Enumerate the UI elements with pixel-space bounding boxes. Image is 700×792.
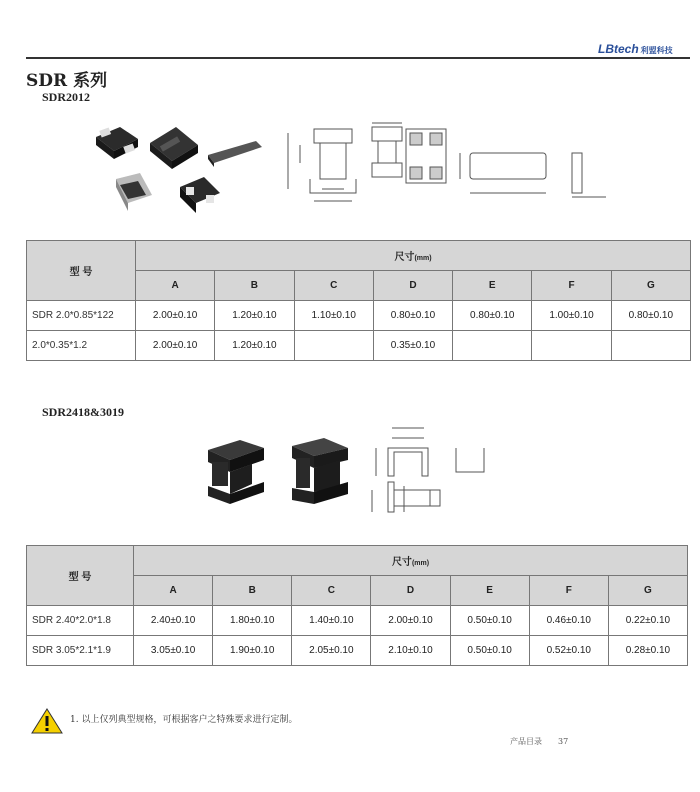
sdr2012-product-photos (80, 115, 270, 225)
column-header-c: C (292, 576, 371, 606)
value-cell: 0.80±0.10 (611, 301, 690, 331)
model-header: 型 号 (27, 546, 134, 606)
value-cell: 0.80±0.10 (453, 301, 532, 331)
column-header-b: B (215, 271, 294, 301)
value-cell: 1.80±0.10 (213, 606, 292, 636)
table-row (27, 301, 691, 331)
table-row (27, 331, 691, 361)
value-cell: 2.05±0.10 (292, 636, 371, 666)
model-cell: SDR 2.0*0.85*122 (27, 301, 136, 331)
column-header-f: F (532, 271, 611, 301)
value-cell (611, 331, 690, 361)
drawing-side-view (288, 129, 356, 201)
value-cell: 1.20±0.10 (215, 331, 294, 361)
drawing-top-view (460, 153, 546, 193)
product-photo-7 (292, 438, 348, 504)
product-photo-6 (208, 440, 264, 504)
logo-text: LBtech (598, 42, 639, 56)
value-cell: 0.35±0.10 (373, 331, 452, 361)
note-text: 1. 以上仅列典型规格，可根据客户之特殊要求进行定制。 (70, 715, 298, 725)
value-cell: 2.40±0.10 (134, 606, 213, 636)
sdr2012-dimension-drawings (280, 117, 620, 207)
page-number: 37 (558, 737, 569, 746)
drawing-side-view (376, 428, 428, 476)
column-header-d: D (373, 271, 452, 301)
value-cell: 1.00±0.10 (532, 301, 611, 331)
value-cell: 0.52±0.10 (529, 636, 608, 666)
drawing-end-view (572, 153, 606, 197)
table-row (27, 636, 688, 666)
table-row (27, 606, 688, 636)
size-header-cell (136, 241, 691, 271)
model-header: 型 号 (27, 241, 136, 301)
drawing-front-view (372, 123, 402, 177)
page-title: SDR 系列 (26, 71, 108, 91)
model-cell: 2.0*0.35*1.2 (27, 331, 136, 361)
column-header-g: G (611, 271, 690, 301)
sdr2012-spec-table (26, 240, 691, 361)
product-photo-5 (180, 177, 220, 213)
product-photo-1 (96, 127, 138, 159)
model-cell: SDR 3.05*2.1*1.9 (27, 636, 134, 666)
company-logo (598, 42, 673, 56)
size-unit: (mm) (411, 560, 430, 567)
value-cell: 0.80±0.10 (373, 301, 452, 331)
value-cell: 2.00±0.10 (371, 606, 450, 636)
column-header-c: C (294, 271, 373, 301)
drawing-pad-view (406, 129, 446, 183)
header-divider (26, 57, 690, 59)
value-cell: 1.20±0.10 (215, 301, 294, 331)
section2-title: SDR2418&3019 (42, 405, 125, 419)
value-cell: 1.10±0.10 (294, 301, 373, 331)
value-cell: 1.90±0.10 (213, 636, 292, 666)
size-unit: (mm) (414, 255, 432, 262)
value-cell: 0.46±0.10 (529, 606, 608, 636)
value-cell: 1.40±0.10 (292, 606, 371, 636)
footer-label: 产品目录 (510, 737, 542, 746)
product-photo-3 (208, 141, 262, 167)
model-cell: SDR 2.40*2.0*1.8 (27, 606, 134, 636)
product-photo-4 (116, 173, 152, 211)
value-cell: 0.50±0.10 (450, 636, 529, 666)
warning-icon (30, 707, 64, 735)
sdr2418-product-photos (200, 432, 360, 512)
column-header-a: A (136, 271, 215, 301)
value-cell: 2.00±0.10 (136, 301, 215, 331)
value-cell: 0.28±0.10 (608, 636, 687, 666)
value-cell: 0.22±0.10 (608, 606, 687, 636)
size-header: 尺寸 (391, 557, 412, 568)
value-cell (453, 331, 532, 361)
product-photo-2 (150, 127, 198, 169)
drawing-front-view (372, 482, 440, 512)
column-header-g: G (608, 576, 687, 606)
column-header-e: E (450, 576, 529, 606)
size-header-cell (134, 546, 688, 576)
value-cell: 3.05±0.10 (134, 636, 213, 666)
page-footer (510, 736, 568, 747)
size-header: 尺寸 (394, 252, 415, 263)
logo-chinese-text: 利盟科技 (640, 46, 673, 55)
column-header-d: D (371, 576, 450, 606)
sdr2418-spec-table (26, 545, 688, 666)
column-header-a: A (134, 576, 213, 606)
section1-title: SDR2012 (42, 90, 91, 104)
column-header-e: E (453, 271, 532, 301)
column-header-b: B (213, 576, 292, 606)
value-cell (294, 331, 373, 361)
value-cell (532, 331, 611, 361)
value-cell: 2.10±0.10 (371, 636, 450, 666)
value-cell: 2.00±0.10 (136, 331, 215, 361)
drawing-end-view (456, 448, 484, 472)
sdr2418-dimension-drawings (364, 420, 504, 520)
column-header-f: F (529, 576, 608, 606)
value-cell: 0.50±0.10 (450, 606, 529, 636)
